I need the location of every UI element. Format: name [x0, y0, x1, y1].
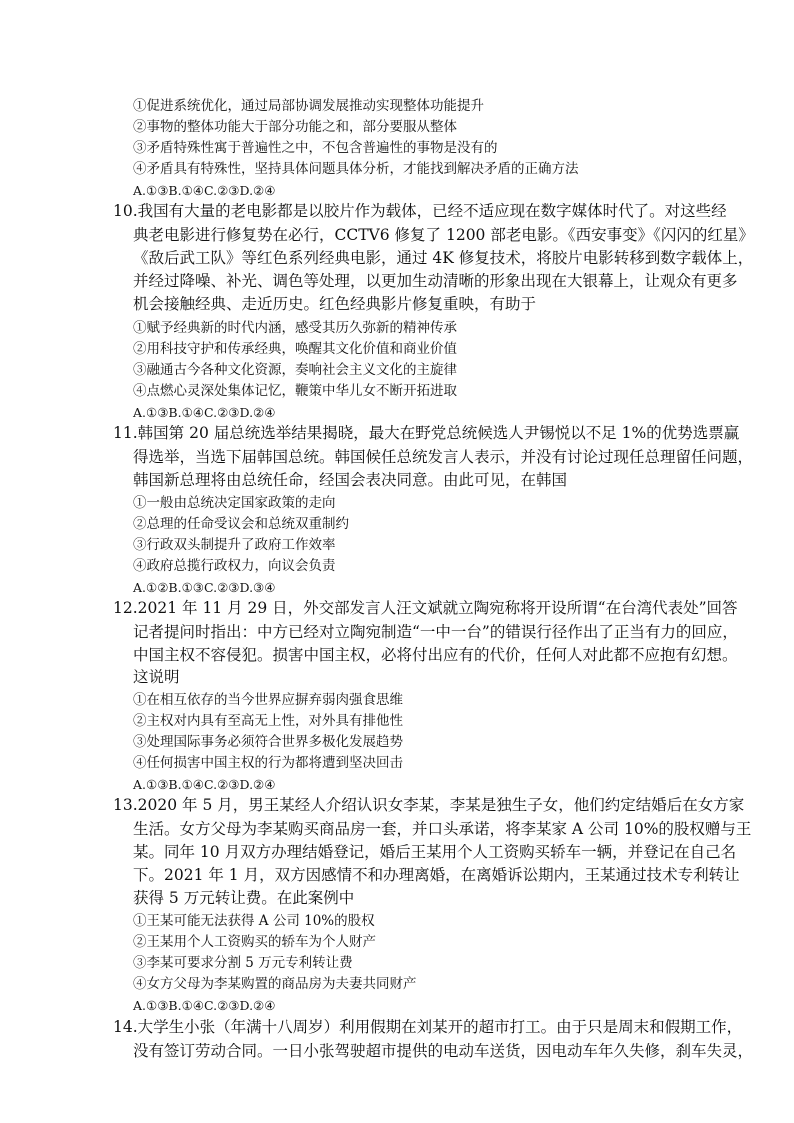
q11-answer-choices: A.①②B.①③C.②③D.③④: [133, 580, 276, 595]
q10-stem-line-4: 并经过降噪、补光、调色等处理，以更加生动清晰的形象出现在大银幕上，让观众有更多: [133, 272, 738, 290]
q13-stem-line-4: 下。2021 年 1 月，双方因感情不和办理离婚，在离婚诉讼期内，王某通过技术专利转让: [133, 866, 740, 884]
q13-option-4: ④女方父母为李某购置的商品房为夫妻共同财产: [133, 976, 417, 992]
q11-option-1: ①一般由总统决定国家政策的走向: [133, 495, 336, 511]
q10-stem-line-2: 典老电影进行修复势在必行，CCTV6 修复了 1200 部老电影。《西安事变》《闪闪的红星》: [133, 226, 754, 244]
q10-option-4: ④点燃心灵深处集体记忆，鞭策中华儿女不断开拓进取: [133, 383, 457, 399]
q11-option-2: ②总理的任命受议会和总统双重制约: [133, 516, 349, 532]
q9-answer-choices: A.①③B.①④C.②③D.②④: [133, 183, 276, 198]
q14-stem-line-1: 14.大学生小张（年满十八周岁）利用假期在刘某开的超市打工。由于只是周末和假期工作，: [113, 1018, 743, 1036]
q9-option-3: ③矛盾特殊性寓于普遍性之中，不包含普遍性的事物是没有的: [133, 140, 498, 156]
q10-answer-choices: A.①③B.①④C.②③D.②④: [133, 405, 276, 420]
q9-option-4: ④矛盾具有特殊性，坚持具体问题具体分析，才能找到解决矛盾的正确方法: [133, 161, 579, 177]
q9-option-2: ②事物的整体功能大于部分功能之和，部分要服从整体: [133, 119, 457, 135]
q11-option-3: ③行政双头制提升了政府工作效率: [133, 537, 336, 553]
q13-option-2: ②王某用个人工资购买的轿车为个人财产: [133, 934, 376, 950]
q11-stem-line-1: 11.韩国第 20 届总统选举结果揭晓，最大在野党总统候选人尹锡悦以不足 1%的优势选票赢: [113, 424, 740, 442]
q13-option-1: ①王某可能无法获得 A 公司 10%的股权: [133, 913, 375, 929]
q10-stem-line-1: 10.我国有大量的老电影都是以胶片作为载体，已经不适应现在数字媒体时代了。对这些经: [113, 202, 727, 220]
q13-answer-choices: A.①③B.①④C.②③D.②④: [133, 998, 276, 1013]
q12-option-4: ④任何损害中国主权的行为都将遭到坚决回击: [133, 755, 403, 771]
q11-option-4: ④政府总揽行政权力，向议会负责: [133, 558, 336, 574]
q12-stem-line-1: 12.2021 年 11 月 29 日，外交部发言人汪文斌就立陶宛称将开设所谓“在台湾代表处”回答: [113, 599, 738, 617]
q12-option-3: ③处理国际事务必须符合世界多极化发展趋势: [133, 734, 403, 750]
q13-stem-line-2: 生活。女方父母为李某购买商品房一套，并口头承诺，将李某家 A 公司 10%的股权赠与王: [133, 820, 752, 838]
q11-stem-line-2: 得选举，当选下届韩国总统。韩国候任总统发言人表示，并没有讨论过现任总理留任问题，: [133, 448, 754, 466]
q9-option-1: ①促进系统优化，通过局部协调发展推动实现整体功能提升: [133, 98, 484, 114]
q13-option-3: ③李某可要求分割 5 万元专利转让费: [133, 955, 353, 971]
q12-stem-line-4: 这说明: [133, 668, 180, 686]
q12-option-2: ②主权对内具有至高无上性，对外具有排他性: [133, 713, 403, 729]
q13-stem-line-3: 某。同年 10 月双方办理结婚登记，婚后王某用个人工资购买轿车一辆，并登记在自己名: [133, 843, 737, 861]
q10-stem-line-3: 《敌后武工队》等红色系列经典电影，通过 4K 修复技术，将胶片电影转移到数字载体上，: [133, 249, 754, 267]
q11-stem-line-3: 韩国新总理将由总统任命，经国会表决同意。由此可见，在韩国: [133, 471, 568, 489]
q12-answer-choices: A.①③B.①④C.②③D.②④: [133, 777, 276, 792]
q12-option-1: ①在相互依存的当今世界应摒弃弱肉强食思维: [133, 692, 403, 708]
q10-option-2: ②用科技守护和传承经典，唤醒其文化价值和商业价值: [133, 341, 457, 357]
q10-option-1: ①赋予经典新的时代内涵，感受其历久弥新的精神传承: [133, 320, 457, 336]
q10-option-3: ③融通古今各种文化资源，奏响社会主义文化的主旋律: [133, 362, 457, 378]
q14-stem-line-2: 没有签订劳动合同。一日小张驾驶超市提供的电动车送货，因电动车年久失修，刹车失灵，: [133, 1042, 754, 1060]
q12-stem-line-2: 记者提问时指出：中方已经对立陶宛制造“一中一台”的错误行径作出了正当有力的回应，: [133, 623, 738, 641]
q13-stem-line-5: 获得 5 万元转让费。在此案例中: [133, 889, 355, 907]
q12-stem-line-3: 中国主权不容侵犯。损害中国主权，必将付出应有的代价，任何人对此都不应抱有幻想。: [133, 646, 738, 664]
q13-stem-line-1: 13.2020 年 5 月，男王某经人介绍认识女李某，李某是独生子女，他们约定结婚后在女方家: [113, 796, 745, 814]
q10-stem-line-5: 机会接触经典、走近历史。红色经典影片修复重映，有助于: [133, 295, 537, 313]
